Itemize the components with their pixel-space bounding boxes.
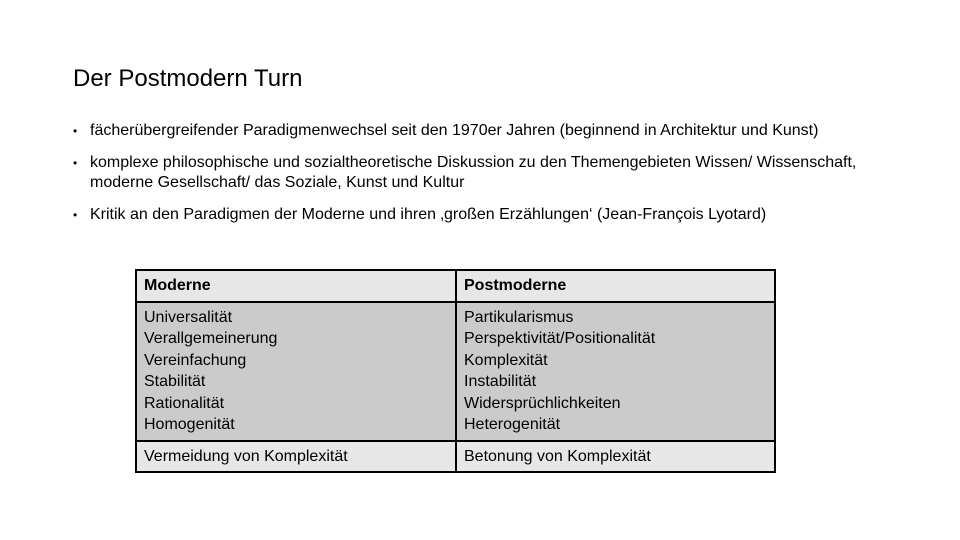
moderne-term: Stabilität — [144, 373, 206, 390]
postmoderne-term: Widersprüchlichkeiten — [464, 394, 621, 412]
postmoderne-term: Perspektivität/Positionalität — [464, 330, 656, 347]
table-footer-row — [136, 441, 775, 473]
bullet-item — [73, 153, 873, 193]
moderne-term: Verallgemeinerung — [144, 330, 278, 347]
bullet-item — [73, 205, 873, 225]
bullet-text: Kritik an den Paradigmen der Moderne und ihren ‚großen Erzählungen‘ (Jean-François Lyotard) — [90, 206, 767, 223]
moderne-term: Rationalität — [144, 394, 225, 412]
moderne-term: Homogenität — [144, 416, 235, 433]
postmoderne-term: Komplexität — [464, 351, 548, 369]
footer-moderne: Vermeidung von Komplexität — [136, 441, 456, 473]
bullet-dot-icon: • — [73, 156, 78, 170]
header-postmoderne: Postmoderne — [456, 270, 775, 302]
comparison-table — [135, 269, 776, 473]
header-moderne: Moderne — [136, 270, 456, 302]
postmoderne-terms-cell — [456, 302, 775, 441]
bullet-text: komplexe philosophische und sozialtheoretische Diskussion zu den Themengebieten Wissen/ Wissenschaft, moderne Gesellschaft/ das Soziale, Kunst und Kultur — [90, 154, 857, 191]
moderne-term: Universalität — [144, 308, 233, 326]
slide-title: Der Postmodern Turn — [73, 65, 303, 92]
postmoderne-term: Heterogenität — [464, 416, 561, 433]
bullet-list — [73, 121, 873, 237]
bullet-item — [73, 121, 873, 141]
moderne-term: Vereinfachung — [144, 351, 247, 369]
table-header-row — [136, 270, 775, 302]
bullet-text: fächerübergreifender Paradigmenwechsel seit den 1970er Jahren (beginnend in Architektur und Kunst) — [90, 122, 819, 139]
moderne-terms-cell — [136, 302, 456, 441]
footer-postmoderne: Betonung von Komplexität — [456, 441, 775, 473]
table-row — [136, 302, 775, 441]
postmoderne-term: Partikularismus — [464, 308, 574, 326]
bullet-dot-icon: • — [73, 208, 78, 222]
postmoderne-term: Instabilität — [464, 373, 537, 390]
bullet-dot-icon: • — [73, 124, 78, 138]
